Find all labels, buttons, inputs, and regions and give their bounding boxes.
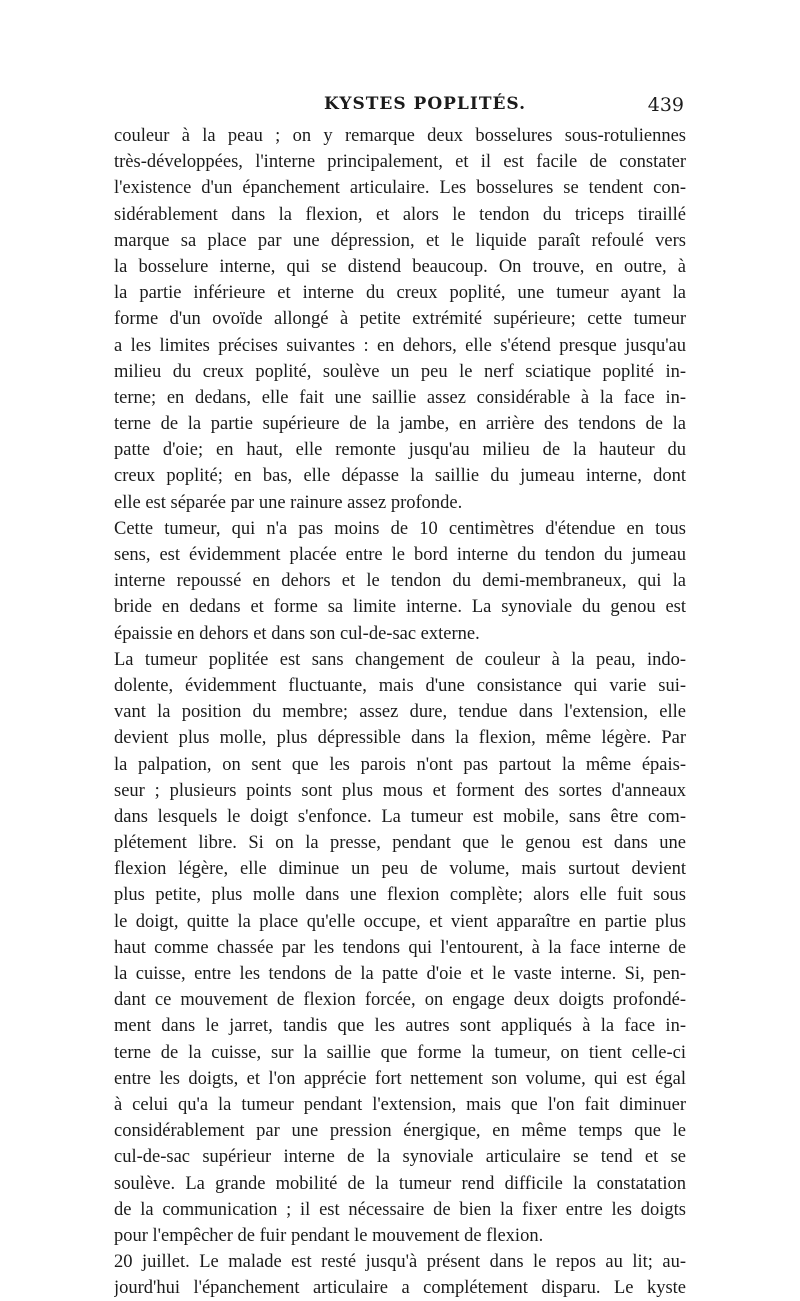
text-line: a les limites précises suivantes : en dehors, elle s'étend presque jusqu'au <box>114 335 686 356</box>
page-number: 439 <box>647 94 684 116</box>
text-line: très-développées, l'interne principalement, et il est facile de constater <box>114 152 686 173</box>
text-line: plétement libre. Si on la presse, pendant que le genou est dans une <box>114 833 686 854</box>
text-line: de la communication ; il est nécessaire de bien la fixer entre les doigts <box>114 1199 686 1220</box>
text-line: entre les doigts, et l'on apprécie fort nettement son volume, qui est égal <box>114 1068 686 1089</box>
text-line: devient plus molle, plus dépressible dans la flexion, même légère. Par <box>114 728 686 749</box>
page-header <box>114 94 686 122</box>
text-line: flexion légère, elle diminue un peu de volume, mais surtout devient <box>114 859 686 880</box>
text-line: 20 juillet. Le malade est resté jusqu'à présent dans le repos au lit; au- <box>114 1252 686 1273</box>
text-line: l'existence d'un épanchement articulaire. Les bosselures se tendent con- <box>114 178 686 199</box>
text-line: épaissie en dehors et dans son cul-de-sac externe. <box>114 623 480 644</box>
text-line: terne de la partie supérieure de la jambe, en arrière des tendons de la <box>114 414 686 435</box>
text-line: bride en dedans et forme sa limite interne. La synoviale du genou est <box>114 597 686 618</box>
text-line: creux poplité; en bas, elle dépasse la saillie du jumeau interne, dont <box>114 466 686 487</box>
text-line: marque sa place par une dépression, et le liquide paraît refoulé vers <box>114 230 686 251</box>
text-line: seur ; plusieurs points sont plus mous et forment des sortes d'anneaux <box>114 780 686 801</box>
text-line: plus petite, plus molle dans une flexion complète; alors elle fuit sous <box>114 885 686 906</box>
text-line: elle est séparée par une rainure assez profonde. <box>114 492 463 513</box>
text-line: milieu du creux poplité, soulève un peu le nerf sciatique poplité in- <box>114 361 686 382</box>
text-line: cul-de-sac supérieur interne de la synoviale articulaire se tend et se <box>114 1147 686 1168</box>
text-line: patte d'oie; en haut, elle remonte jusqu'au milieu de la hauteur du <box>114 440 686 461</box>
text-line: la palpation, on sent que les parois n'ont pas partout la même épais- <box>114 754 686 775</box>
text-line: à celui qu'a la tumeur pendant l'extension, mais que l'on fait diminuer <box>114 1094 686 1115</box>
text-line: soulève. La grande mobilité de la tumeur rend difficile la constatation <box>114 1173 686 1194</box>
text-line: dolente, évidemment fluctuante, mais d'une consistance qui varie sui- <box>114 675 686 696</box>
text-line: le doigt, quitte la place qu'elle occupe, et vient apparaître en partie plus <box>114 911 686 932</box>
text-line: la cuisse, entre les tendons de la patte d'oie et le vaste interne. Si, pen- <box>114 964 686 984</box>
text-line: jourd'hui l'épanchement articulaire a complétement disparu. Le kyste <box>114 1278 686 1299</box>
text-line: ment dans le jarret, tandis que les autres sont appliqués à la face in- <box>114 1016 686 1037</box>
body-text <box>114 123 686 1301</box>
text-line: considérablement par une pression énergique, en même temps que le <box>114 1121 686 1142</box>
text-line: Cette tumeur, qui n'a pas moins de 10 centimètres d'étendue en tous <box>114 518 686 539</box>
text-line: dant ce mouvement de flexion forcée, on engage deux doigts profondé- <box>114 990 686 1011</box>
text-line: haut comme chassée par les tendons qui l'entourent, à la face interne de <box>114 937 686 958</box>
text-line: couleur à la peau ; on y remarque deux bosselures sous-rotuliennes <box>114 126 686 146</box>
text-line: sens, est évidemment placée entre le bord interne du tendon du jumeau <box>114 545 686 565</box>
text-line: forme d'un ovoïde allongé à petite extrémité supérieure; cette tumeur <box>114 309 686 330</box>
text-line: vant la position du membre; assez dure, tendue dans l'extension, elle <box>114 702 686 723</box>
running-title: KYSTES POPLITÉS. <box>324 94 527 114</box>
text-line: interne repoussé en dehors et le tendon du demi-membraneux, qui la <box>114 571 686 592</box>
text-line: sidérablement dans la flexion, et alors le tendon du triceps tiraillé <box>114 204 686 225</box>
text-line: terne de la cuisse, sur la saillie que forme la tumeur, on tient celle-ci <box>114 1042 686 1063</box>
text-line: la bosselure interne, qui se distend beaucoup. On trouve, en outre, à <box>114 256 686 277</box>
text-line: dans lesquels le doigt s'enfonce. La tumeur est mobile, sans être com- <box>114 806 686 827</box>
text-line: terne; en dedans, elle fait une saillie assez considérable à la face in- <box>114 387 686 408</box>
text-line: la partie inférieure et interne du creux poplité, une tumeur ayant la <box>114 283 686 304</box>
text-line: pour l'empêcher de fuir pendant le mouvement de flexion. <box>114 1225 544 1246</box>
text-line: La tumeur poplitée est sans changement de couleur à la peau, indo- <box>114 649 686 670</box>
